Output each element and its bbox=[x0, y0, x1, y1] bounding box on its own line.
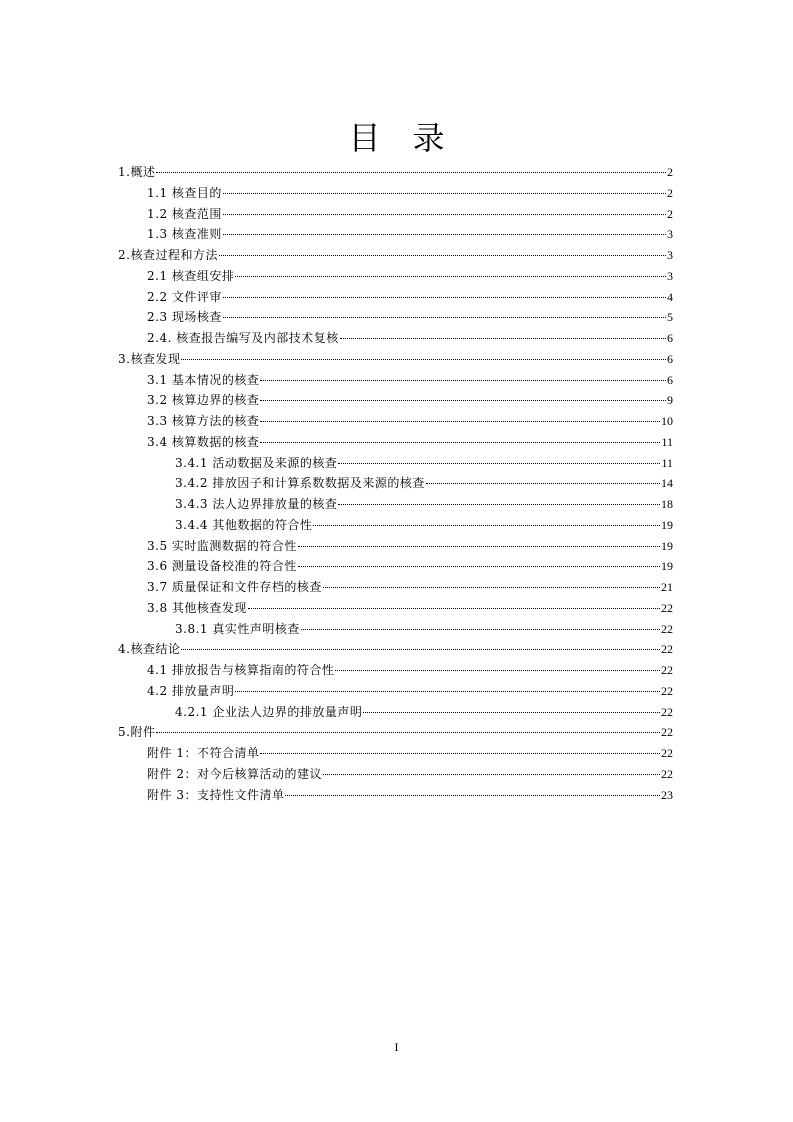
toc-entry-page: 2 bbox=[667, 165, 673, 179]
toc-entry-page: 22 bbox=[661, 663, 673, 677]
toc-dot-leader bbox=[156, 172, 666, 173]
toc-entry-page: 21 bbox=[661, 580, 673, 594]
toc-entry[interactable] bbox=[118, 390, 673, 411]
toc-entry-page: 22 bbox=[661, 600, 673, 615]
toc-dot-leader bbox=[156, 732, 660, 733]
toc-dot-leader bbox=[301, 629, 660, 630]
toc-dot-leader bbox=[235, 691, 660, 692]
toc-entry-label: 1.概述 bbox=[118, 165, 156, 179]
toc-entry-page: 3 bbox=[667, 268, 673, 283]
toc-entry-label: 3.5 实时监测数据的符合性 bbox=[147, 538, 297, 553]
toc-entry-page: 3 bbox=[667, 248, 673, 262]
toc-entry-page: 14 bbox=[661, 476, 673, 491]
toc-entry[interactable] bbox=[118, 764, 673, 785]
toc-dot-leader bbox=[298, 566, 660, 567]
toc-dot-leader bbox=[340, 338, 666, 339]
page-number: I bbox=[394, 1040, 399, 1054]
toc-entry[interactable] bbox=[118, 328, 673, 349]
toc-entry[interactable] bbox=[118, 494, 673, 515]
toc-dot-leader bbox=[260, 753, 660, 754]
toc-entry-label: 4.2.1 企业法人边界的排放量声明 bbox=[175, 704, 363, 719]
toc-entry-page: 22 bbox=[661, 725, 673, 740]
toc-entry[interactable] bbox=[118, 204, 673, 225]
toc-entry-page: 6 bbox=[667, 331, 673, 345]
toc-entry-label: 2.4. 核查报告编写及内部技术复核 bbox=[147, 331, 339, 345]
toc-entry-page: 18 bbox=[661, 497, 673, 511]
toc-dot-leader bbox=[260, 442, 660, 443]
toc-entry-page: 22 bbox=[661, 746, 673, 760]
toc-entry-label: 1.3 核查准则 bbox=[147, 227, 222, 242]
toc-entry-page: 23 bbox=[661, 787, 673, 802]
toc-entry-label: 3.4.4 其他数据的符合性 bbox=[175, 517, 313, 532]
toc-dot-leader bbox=[313, 525, 660, 526]
toc-entry[interactable] bbox=[118, 702, 673, 723]
toc-entry[interactable] bbox=[118, 722, 673, 743]
table-of-contents bbox=[118, 162, 673, 805]
toc-entry-label: 1.1 核查目的 bbox=[147, 185, 222, 200]
page-title: 目 录 bbox=[348, 119, 445, 157]
toc-entry[interactable] bbox=[118, 743, 673, 764]
toc-entry-label: 3.4.1 活动数据及来源的核查 bbox=[175, 455, 338, 470]
toc-entry-label: 3.2 核算边界的核查 bbox=[147, 393, 260, 408]
toc-entry-label: 4.核查结论 bbox=[118, 642, 181, 657]
toc-entry[interactable] bbox=[118, 432, 673, 453]
toc-entry-page: 6 bbox=[667, 351, 673, 366]
toc-entry[interactable] bbox=[118, 307, 673, 328]
toc-entry[interactable] bbox=[118, 660, 673, 681]
toc-entry-label: 3.4 核算数据的核查 bbox=[147, 434, 260, 449]
toc-entry[interactable] bbox=[118, 183, 673, 204]
toc-entry-label: 3.7 质量保证和文件存档的核查 bbox=[147, 580, 322, 594]
toc-dot-leader bbox=[260, 400, 666, 401]
toc-dot-leader bbox=[338, 504, 660, 505]
toc-entry-label: 2.核查过程和方法 bbox=[118, 248, 218, 262]
toc-entry[interactable] bbox=[118, 536, 673, 557]
toc-dot-leader bbox=[223, 317, 666, 318]
toc-entry[interactable] bbox=[118, 473, 673, 494]
toc-entry-page: 5 bbox=[667, 310, 673, 325]
toc-entry[interactable] bbox=[118, 681, 673, 702]
toc-entry-page: 19 bbox=[661, 517, 673, 532]
toc-entry[interactable] bbox=[118, 639, 673, 660]
toc-entry-page: 22 bbox=[661, 642, 673, 657]
toc-entry-page: 22 bbox=[661, 704, 673, 719]
toc-entry[interactable] bbox=[118, 785, 673, 806]
toc-entry-label: 4.1 排放报告与核算指南的符合性 bbox=[147, 663, 335, 677]
toc-entry-label: 4.2 排放量声明 bbox=[147, 683, 235, 698]
toc-entry[interactable] bbox=[118, 224, 673, 245]
toc-entry[interactable] bbox=[118, 370, 673, 391]
toc-entry-label: 3.核查发现 bbox=[118, 351, 181, 366]
toc-dot-leader bbox=[323, 587, 660, 588]
toc-dot-leader bbox=[285, 795, 660, 796]
toc-entry-label: 2.3 现场核查 bbox=[147, 310, 222, 325]
toc-entry[interactable] bbox=[118, 266, 673, 287]
toc-dot-leader bbox=[323, 774, 660, 775]
toc-entry-page: 3 bbox=[667, 227, 673, 242]
toc-entry-page: 19 bbox=[661, 559, 673, 574]
toc-entry-page: 22 bbox=[661, 621, 673, 636]
toc-entry-page: 22 bbox=[661, 766, 673, 781]
toc-entry-page: 4 bbox=[667, 289, 673, 304]
toc-entry[interactable] bbox=[118, 515, 673, 536]
toc-entry-label: 附件 1：不符合清单 bbox=[147, 746, 260, 760]
toc-entry-label: 2.1 核查组安排 bbox=[147, 268, 235, 283]
toc-entry-label: 附件 3：支持性文件清单 bbox=[147, 787, 285, 802]
toc-dot-leader bbox=[223, 193, 666, 194]
toc-dot-leader bbox=[181, 359, 666, 360]
toc-dot-leader bbox=[426, 483, 660, 484]
toc-entry[interactable] bbox=[118, 453, 673, 474]
toc-entry-label: 3.8 其他核查发现 bbox=[147, 600, 247, 615]
toc-entry-label: 3.4.2 排放因子和计算系数数据及来源的核查 bbox=[175, 476, 425, 491]
toc-entry[interactable] bbox=[118, 162, 673, 183]
toc-dot-leader bbox=[335, 670, 660, 671]
toc-dot-leader bbox=[260, 380, 666, 381]
toc-entry[interactable] bbox=[118, 598, 673, 619]
toc-dot-leader bbox=[223, 234, 666, 235]
toc-dot-leader bbox=[260, 421, 660, 422]
toc-dot-leader bbox=[181, 649, 660, 650]
toc-dot-leader bbox=[363, 712, 660, 713]
toc-entry[interactable] bbox=[118, 245, 673, 266]
toc-entry[interactable] bbox=[118, 556, 673, 577]
toc-entry[interactable] bbox=[118, 411, 673, 432]
toc-dot-leader bbox=[223, 297, 666, 298]
toc-entry-page: 11 bbox=[661, 455, 673, 470]
toc-dot-leader bbox=[235, 276, 666, 277]
toc-dot-leader bbox=[338, 463, 660, 464]
toc-entry-page: 19 bbox=[661, 538, 673, 553]
toc-entry-page: 11 bbox=[661, 434, 673, 449]
toc-entry-page: 6 bbox=[667, 372, 673, 387]
toc-entry[interactable] bbox=[118, 577, 673, 598]
toc-dot-leader bbox=[223, 214, 666, 215]
toc-entry-label: 3.6 测量设备校准的符合性 bbox=[147, 559, 297, 574]
toc-entry-label: 1.2 核查范围 bbox=[147, 206, 222, 221]
toc-entry-page: 2 bbox=[667, 206, 673, 221]
toc-entry[interactable] bbox=[118, 619, 673, 640]
toc-entry-label: 5.附件 bbox=[118, 725, 156, 740]
toc-entry-label: 附件 2：对今后核算活动的建议 bbox=[147, 766, 322, 781]
toc-entry-page: 22 bbox=[661, 683, 673, 698]
toc-entry-label: 3.3 核算方法的核查 bbox=[147, 414, 260, 428]
toc-entry[interactable] bbox=[118, 349, 673, 370]
toc-dot-leader bbox=[219, 255, 666, 256]
toc-entry-label: 2.2 文件评审 bbox=[147, 289, 222, 304]
toc-entry-page: 2 bbox=[667, 185, 673, 200]
toc-entry-label: 3.8.1 真实性声明核查 bbox=[175, 621, 300, 636]
toc-entry-label: 3.4.3 法人边界排放量的核查 bbox=[175, 497, 338, 511]
toc-entry-page: 10 bbox=[661, 414, 673, 428]
toc-dot-leader bbox=[248, 608, 660, 609]
toc-dot-leader bbox=[298, 546, 660, 547]
toc-entry[interactable] bbox=[118, 287, 673, 308]
toc-entry-label: 3.1 基本情况的核查 bbox=[147, 372, 260, 387]
toc-entry-page: 9 bbox=[667, 393, 673, 408]
